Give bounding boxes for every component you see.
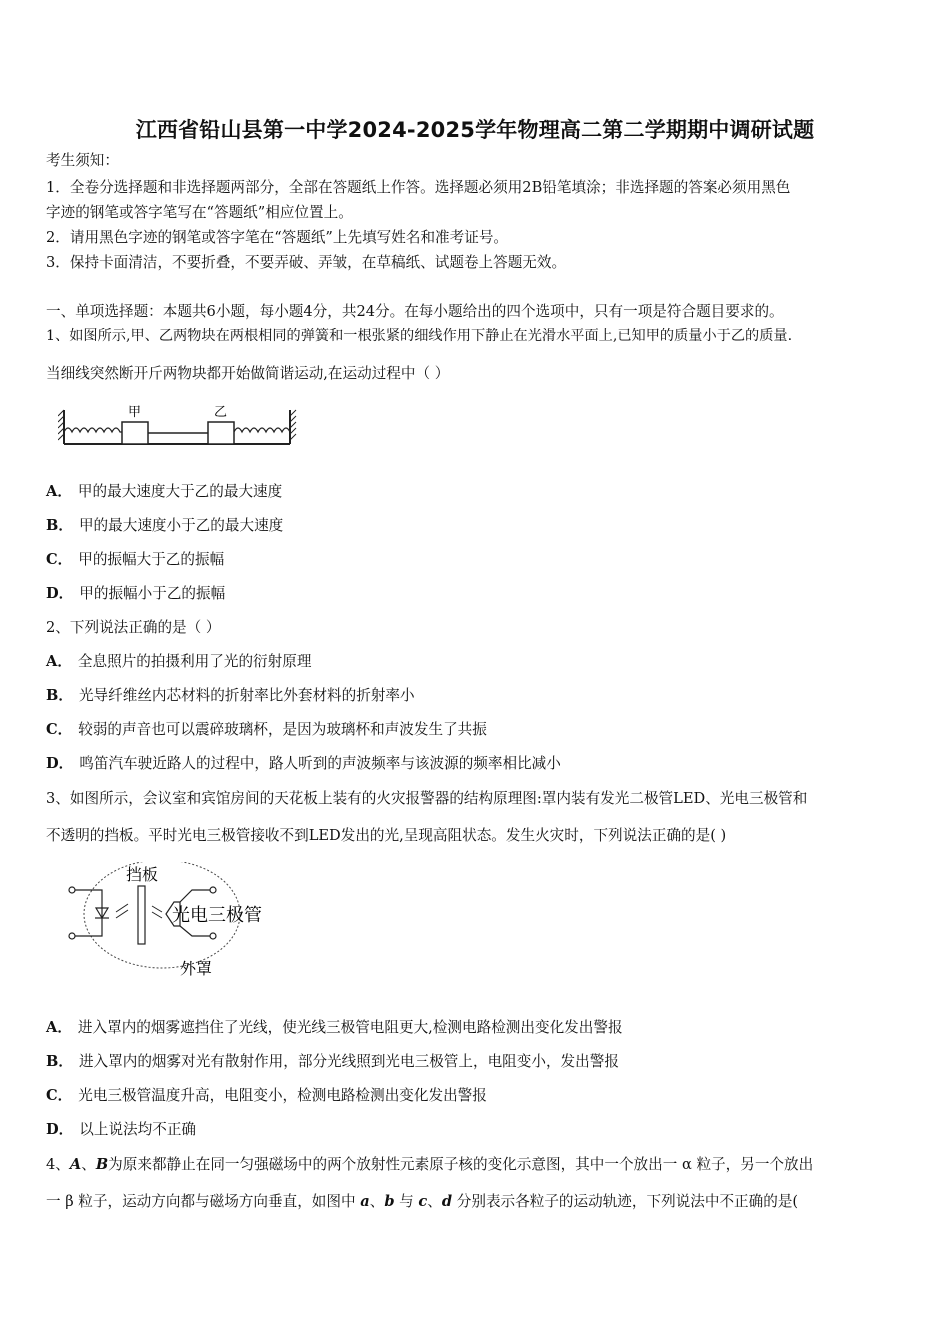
q3-option-a: A． 进入罩内的烟雾遮挡住了光线，使光线三极管电阻更大,检测电路检测出变化发出警报 bbox=[46, 1019, 623, 1036]
q2-option-d: D． 鸣笛汽车驶近路人的过程中，路人听到的声波频率与该波源的频率相比减小 bbox=[46, 755, 561, 772]
notice-item: 1．全卷分选择题和非选择题两部分，全部在答题纸上作答。选择题必须用2B铅笔填涂；非选择题的答案必须用黑色 bbox=[46, 179, 791, 196]
q4-stem-line2: 一 β 粒子，运动方向都与磁场方向垂直，如图中 a、b 与 c、d 分别表示各粒子的运动轨迹，下列说法中不正确的是( bbox=[46, 1193, 799, 1210]
label-yi: 乙 bbox=[214, 405, 228, 420]
label-jia: 甲 bbox=[128, 405, 142, 420]
light-arrow bbox=[152, 912, 162, 918]
terminal bbox=[210, 933, 216, 939]
transistor-wire bbox=[180, 926, 210, 936]
q1-spring-figure bbox=[58, 400, 298, 450]
baffle bbox=[138, 886, 145, 944]
q1-option-c: C． 甲的振幅大于乙的振幅 bbox=[46, 551, 225, 568]
led-wire bbox=[75, 890, 102, 936]
q2-option-b: B． 光导纤维丝内芯材料的折射率比外套材料的折射率小 bbox=[46, 687, 415, 704]
phototransistor-label: 光电三极管 bbox=[172, 905, 262, 926]
transistor-wire bbox=[180, 890, 210, 902]
notice-item: 2．请用黑色字迹的钢笔或答字笔在“答题纸”上先填写姓名和准考证号。 bbox=[46, 229, 509, 246]
q2-option-c: C． 较弱的声音也可以震碎玻璃杯，是因为玻璃杯和声波发生了共振 bbox=[46, 721, 487, 738]
notice-item: 字迹的钢笔或答字笔写在“答题纸”相应位置上。 bbox=[46, 204, 353, 221]
notice-heading: 考生须知： bbox=[46, 152, 119, 169]
q3-option-c: C． 光电三极管温度升高，电阻变小，检测电路检测出变化发出警报 bbox=[46, 1087, 487, 1104]
right-spring bbox=[234, 428, 290, 432]
q3-option-d: D． 以上说法均不正确 bbox=[46, 1121, 197, 1138]
block-jia bbox=[122, 422, 148, 444]
terminal bbox=[210, 887, 216, 893]
notice-item: 3．保持卡面清洁，不要折叠，不要弄破、弄皱，在草稿纸、试题卷上答题无效。 bbox=[46, 254, 567, 271]
q1-option-d: D． 甲的振幅小于乙的振幅 bbox=[46, 585, 226, 602]
terminal bbox=[69, 887, 75, 893]
light-arrow bbox=[152, 906, 162, 912]
q2-stem: 2、下列说法正确的是（ ） bbox=[46, 619, 221, 636]
baffle-label: 挡板 bbox=[126, 865, 159, 884]
q3-stem-line2: 不透明的挡板。平时光电三极管接收不到LED发出的光,呈现高阻状态。发生火灾时，下列说法正确的是( ) bbox=[46, 827, 727, 844]
q3-stem-line1: 3、如图所示，会议室和宾馆房间的天花板上装有的火灾报警器的结构原理图:罩内装有发光二极管LED、光电三极管和 bbox=[46, 790, 808, 807]
q1-option-a: A． 甲的最大速度大于乙的最大速度 bbox=[46, 483, 283, 500]
q1-stem-line2: 当细线突然断开斤两物块都开始做简谐运动,在运动过程中（ ） bbox=[46, 365, 450, 382]
q2-option-a: A． 全息照片的拍摄利用了光的衍射原理 bbox=[46, 653, 312, 670]
q1-option-b: B． 甲的最大速度小于乙的最大速度 bbox=[46, 517, 284, 534]
block-yi bbox=[208, 422, 234, 444]
q1-stem-line1: 1、如图所示,甲、乙两物块在两根相同的弹簧和一根张紧的细线作用下静止在光滑水平面上,已知甲的质量小于乙的质量. bbox=[46, 328, 793, 344]
section-heading: 一、单项选择题：本题共6小题，每小题4分，共24分。在每小题给出的四个选项中，只有一项是符合题目要求的。 bbox=[46, 303, 784, 320]
q3-option-b: B． 进入罩内的烟雾对光有散射作用，部分光线照到光电三极管上，电阻变小，发出警报 bbox=[46, 1053, 619, 1070]
q3-detector-figure bbox=[62, 862, 282, 982]
q4-stem-line1: 4、A、B为原来都静止在同一匀强磁场中的两个放射性元素原子核的变化示意图，其中一个放出一 α 粒子，另一个放出 bbox=[46, 1156, 814, 1173]
left-spring bbox=[64, 428, 124, 432]
page-title: 江西省铅山县第一中学2024-2025学年物理高二第二学期期中调研试题 bbox=[135, 118, 815, 142]
cover-label: 外罩 bbox=[180, 959, 213, 978]
terminal bbox=[69, 933, 75, 939]
